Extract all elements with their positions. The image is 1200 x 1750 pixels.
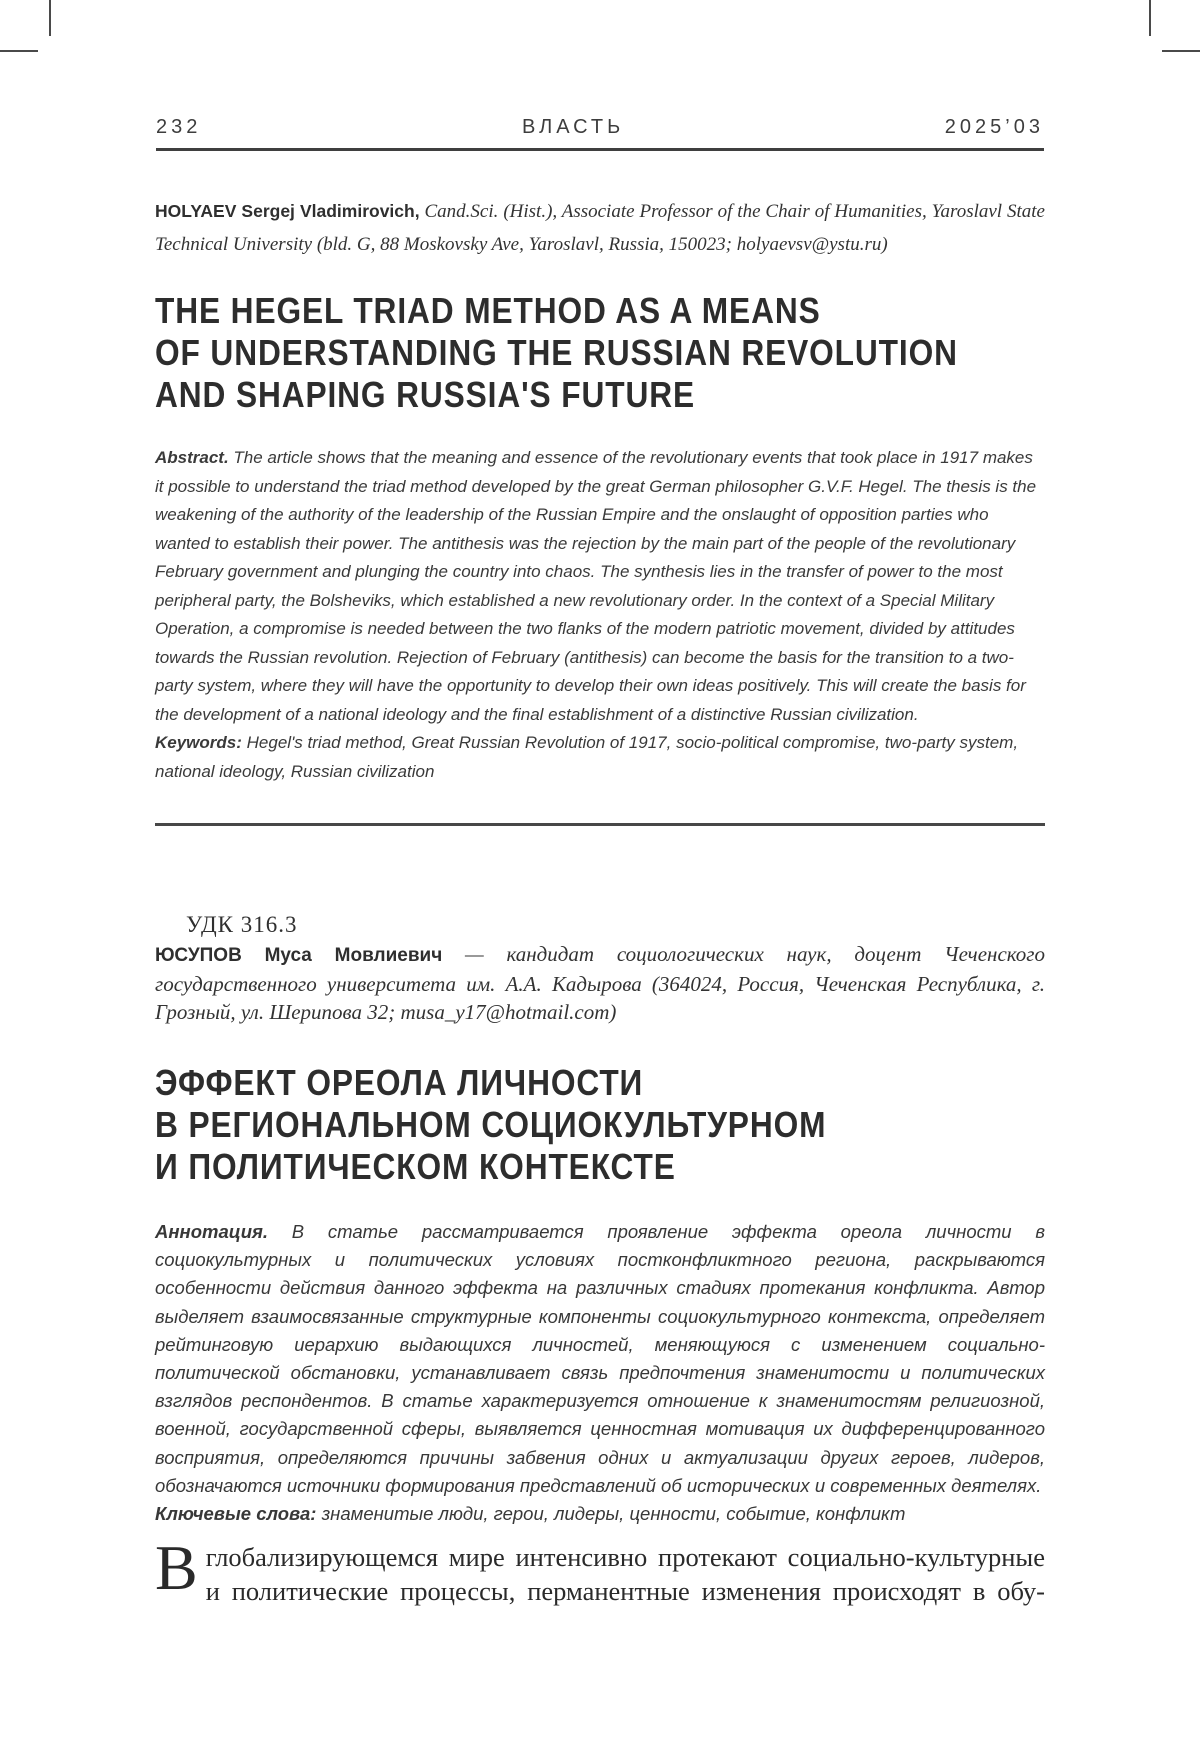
keywords-paragraph (155, 729, 1045, 786)
title-line: THE HEGEL TRIAD METHOD AS A MEANS (155, 290, 821, 331)
article-title-en (155, 290, 1035, 416)
article-divider-rule (155, 823, 1045, 826)
page-number: 232 (156, 116, 202, 138)
author-details-en: Cand.Sci. (Hist.), Associate Professor of the Chair of Humanities, Yaroslavl State Technical University (bld. G, 88 Moskovsky Ave, Yaroslavl, Russia, 150023; holyaevsv@ystu.ru) (155, 201, 1045, 255)
author-name-en: HOLYAEV Sergej Vladimirovich, (155, 201, 420, 221)
crop-mark-top-left-horizontal (0, 50, 38, 52)
author-block-en (155, 195, 1045, 261)
author-block-ru (155, 940, 1045, 1026)
title-line: OF UNDERSTANDING THE RUSSIAN REVOLUTION (155, 332, 958, 373)
crop-mark-top-right-vertical (1149, 0, 1151, 36)
abstract-paragraph (155, 444, 1045, 729)
keywords-text: Hegel's triad method, Great Russian Revolution of 1917, socio-political compromise, two-party system, national ideology, Russian civilization (155, 733, 1019, 781)
drop-cap: В (155, 1532, 198, 1603)
abstract-block-en (155, 444, 1045, 786)
abstract-text: The article shows that the meaning and essence of the revolutionary events that took place in 1917 makes it possible to understand the triad method developed by the great German philosopher G.V.F. Hegel. The thesis is the weakening of the authority of the leadership of the Russian Empire and the onslaught of opposition parties who wanted to establish their power. The antithesis was the rejection by the main part of the people of the revolutionary February government and plunging the country into chaos. The synthesis lies in the transfer of power to the most peripheral party, the Bolsheviks, which established a new revolutionary order. In the context of a Special Military Operation, a compromise is needed between the two flanks of the modern patriotic movement, divided by attitudes towards the Russian revolution. Rejection of February (antithesis) can become the basis for the transition to a two-party system, where they will have the opportunity to develop their own ideas positively. This will create the basis for the development of a national ideology and the final establishment of a distinctive Russian civilization. (155, 448, 1037, 724)
crop-mark-top-right-horizontal (1162, 50, 1200, 52)
annotation-label: Аннотация. (155, 1221, 269, 1242)
keywords-label: Keywords: (155, 733, 242, 752)
journal-name: ВЛАСТЬ (521, 116, 625, 138)
title-line: В РЕГИОНАЛЬНОМ СОЦИОКУЛЬТУРНОМ (155, 1104, 827, 1145)
author-details-ru: — кандидат социологических наук, доцент Чеченского государственного университета им. А.А. Кадырова (364024, Россия, Чеченская Республика, г. Грозный, ул. Шерипова 32; musa_y17@hotmail.com) (155, 942, 1045, 1024)
annotation-block-ru (155, 1218, 1045, 1528)
keywords-text-ru: знаменитые люди, герои, лидеры, ценности, событие, конфликт (316, 1503, 906, 1525)
title-line: ЭФФЕКТ ОРЕОЛА ЛИЧНОСТИ (155, 1062, 644, 1103)
abstract-label: Abstract. (155, 448, 229, 467)
annotation-text: В статье рассматривается проявление эффекта ореола личности в социокультурных и политических условиях постконфликтного региона, раскрываются особенности действия данного эффекта на различных стадиях протекания конфликта. Автор выделяет взаимосвязанные структурные компоненты социокультурного контекста, определяет рейтинговую иерархию выдающихся личностей, меняющуюся с изменением социально-политической обстановки, устанавливает связь предпочтения знаменитости и политических взглядов респондентов. В статье характеризуется отношение к знаменитостям религиозной, военной, государственной сферы, выявляется ценностная мотивация их дифференцированного восприятия, определяются причины забвения одних и актуализации других героев, лидеров, обозначаются источники формирования представлений об исторических и современных деятелях. (155, 1221, 1045, 1496)
running-head (156, 116, 1044, 139)
body-text: глобализирующемся мире интенсивно протекают социально-культурные и политические процессы, перманентные изменения происходят в обу- (205, 1542, 1045, 1606)
running-head-rule (156, 148, 1044, 151)
udk-code: УДК 316.3 (186, 912, 298, 937)
keywords-paragraph-ru (155, 1500, 1045, 1528)
issue-number: 2025’03 (944, 116, 1044, 138)
body-paragraph (155, 1532, 1045, 1608)
title-line: AND SHAPING RUSSIA'S FUTURE (155, 374, 695, 415)
article-title-ru (155, 1062, 1035, 1188)
keywords-label-ru: Ключевые слова: (155, 1503, 317, 1525)
crop-mark-top-left-vertical (49, 0, 51, 36)
author-name-ru: ЮСУПОВ Муса Мовлиевич (155, 945, 443, 966)
title-line: И ПОЛИТИЧЕСКОМ КОНТЕКСТЕ (155, 1146, 676, 1187)
annotation-paragraph (155, 1218, 1045, 1500)
